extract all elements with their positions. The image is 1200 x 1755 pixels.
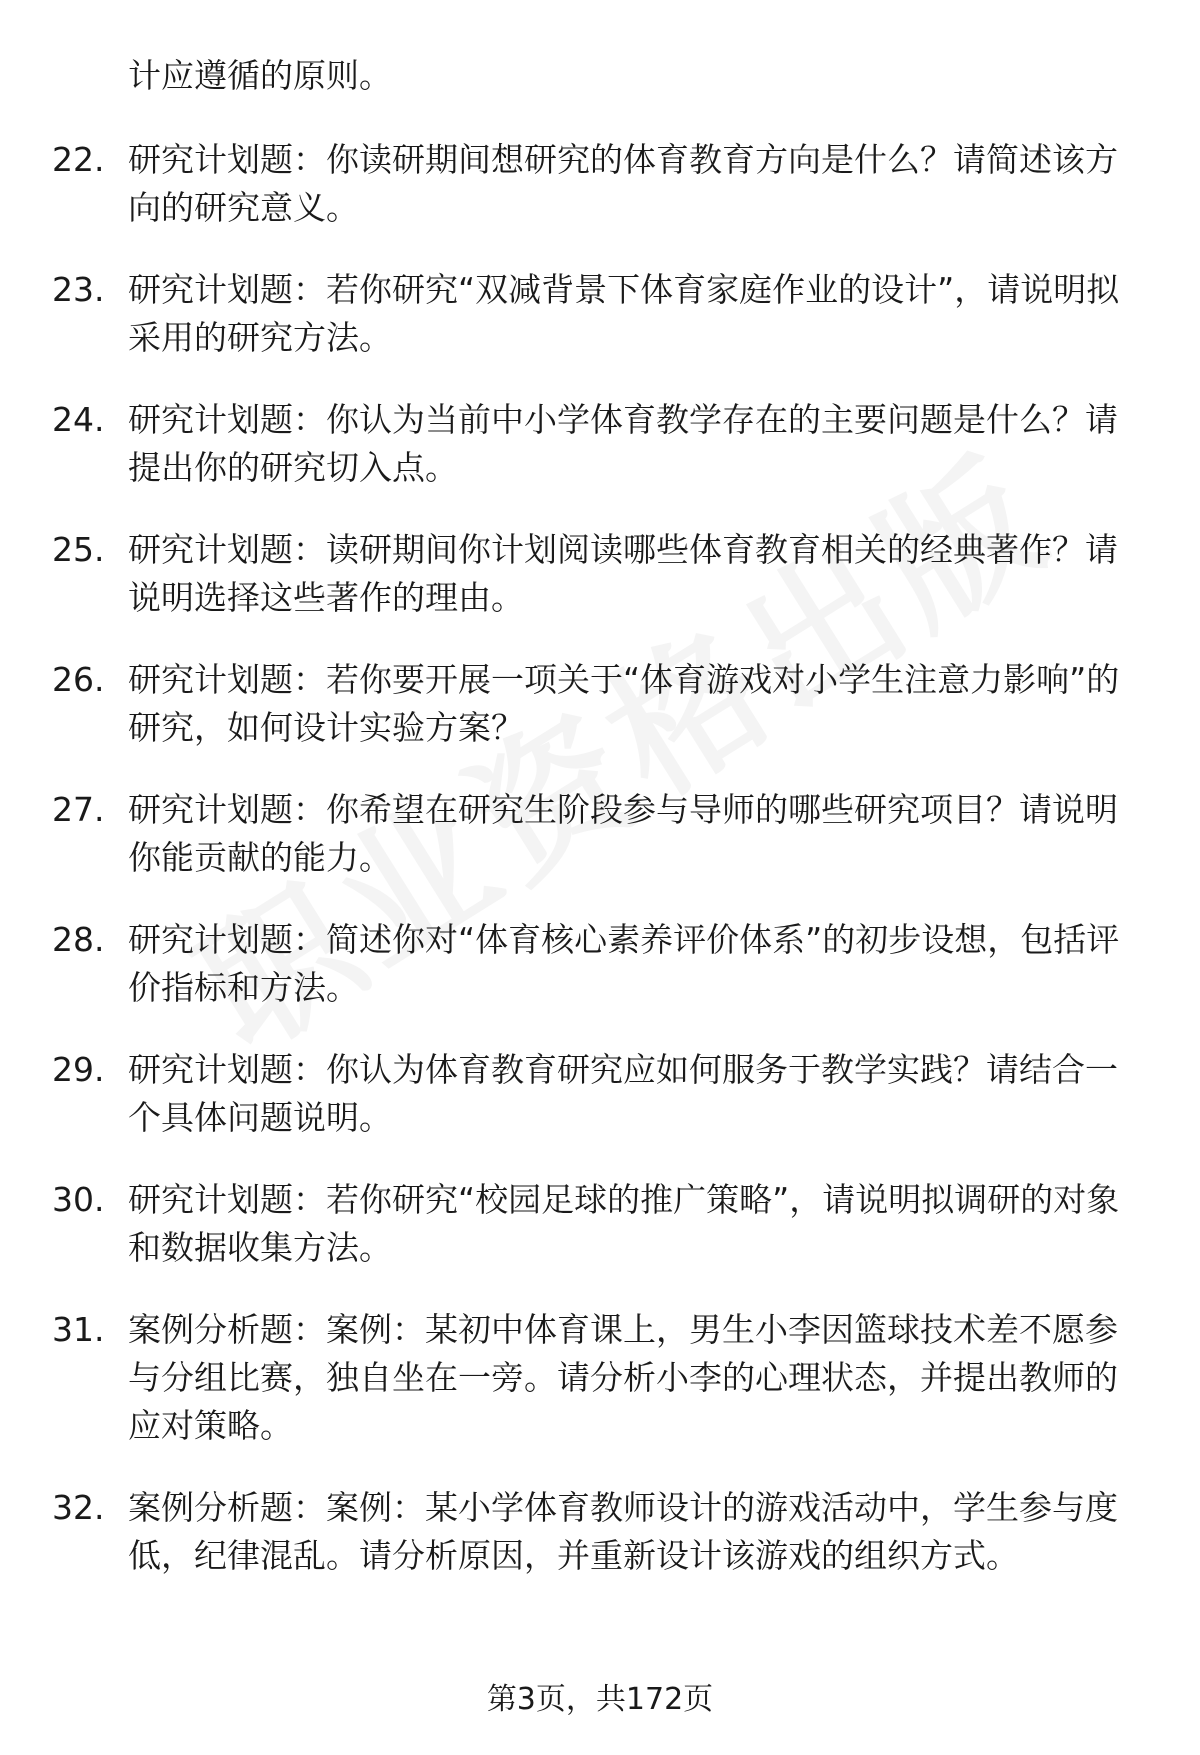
question-number: 32. bbox=[52, 1488, 105, 1527]
list-item bbox=[0, 1306, 1200, 1450]
question-text: 研究计划题：你认为体育教育研究应如何服务于教学实践？请结合一个具体问题说明。 bbox=[128, 1050, 1118, 1137]
question-number: 31. bbox=[52, 1310, 105, 1349]
question-text: 研究计划题：你认为当前中小学体育教学存在的主要问题是什么？请提出你的研究切入点。 bbox=[128, 400, 1118, 487]
list-item bbox=[0, 1176, 1200, 1272]
list-item bbox=[0, 136, 1200, 232]
list-item bbox=[0, 916, 1200, 1012]
question-number: 22. bbox=[52, 140, 105, 179]
question-list bbox=[0, 136, 1200, 1614]
question-text: 研究计划题：你读研期间想研究的体育教育方向是什么？请简述该方向的研究意义。 bbox=[128, 140, 1118, 227]
list-item bbox=[0, 1484, 1200, 1580]
list-item bbox=[0, 266, 1200, 362]
question-text: 研究计划题：若你要开展一项关于“体育游戏对小学生注意力影响”的研究，如何设计实验方案？ bbox=[128, 660, 1120, 747]
list-item bbox=[0, 1046, 1200, 1142]
question-text: 研究计划题：读研期间你计划阅读哪些体育教育相关的经典著作？请说明选择这些著作的理由。 bbox=[128, 530, 1118, 617]
question-number: 26. bbox=[52, 660, 105, 699]
question-number: 28. bbox=[52, 920, 105, 959]
list-item bbox=[0, 396, 1200, 492]
question-text: 研究计划题：你希望在研究生阶段参与导师的哪些研究项目？请说明你能贡献的能力。 bbox=[128, 790, 1118, 877]
continuation-text: 计应遵循的原则。 bbox=[128, 56, 392, 95]
list-item bbox=[0, 786, 1200, 882]
question-number: 29. bbox=[52, 1050, 105, 1089]
list-item bbox=[0, 656, 1200, 752]
question-number: 27. bbox=[52, 790, 105, 829]
question-text: 案例分析题：案例：某初中体育课上，男生小李因篮球技术差不愿参与分组比赛，独自坐在一旁。请分析小李的心理状态，并提出教师的应对策略。 bbox=[128, 1310, 1118, 1445]
question-number: 30. bbox=[52, 1180, 105, 1219]
question-text: 研究计划题：简述你对“体育核心素养评价体系”的初步设想，包括评价指标和方法。 bbox=[128, 920, 1120, 1007]
question-text: 研究计划题：若你研究“双减背景下体育家庭作业的设计”，请说明拟采用的研究方法。 bbox=[128, 270, 1120, 357]
question-number: 25. bbox=[52, 530, 105, 569]
question-number: 23. bbox=[52, 270, 105, 309]
question-number: 24. bbox=[52, 400, 105, 439]
question-text: 案例分析题：案例：某小学体育教师设计的游戏活动中，学生参与度低，纪律混乱。请分析原因，并重新设计该游戏的组织方式。 bbox=[128, 1488, 1118, 1575]
question-text: 研究计划题：若你研究“校园足球的推广策略”，请说明拟调研的对象和数据收集方法。 bbox=[128, 1180, 1120, 1267]
list-item bbox=[0, 526, 1200, 622]
page-footer: 第3页，共172页 bbox=[486, 1682, 714, 1717]
